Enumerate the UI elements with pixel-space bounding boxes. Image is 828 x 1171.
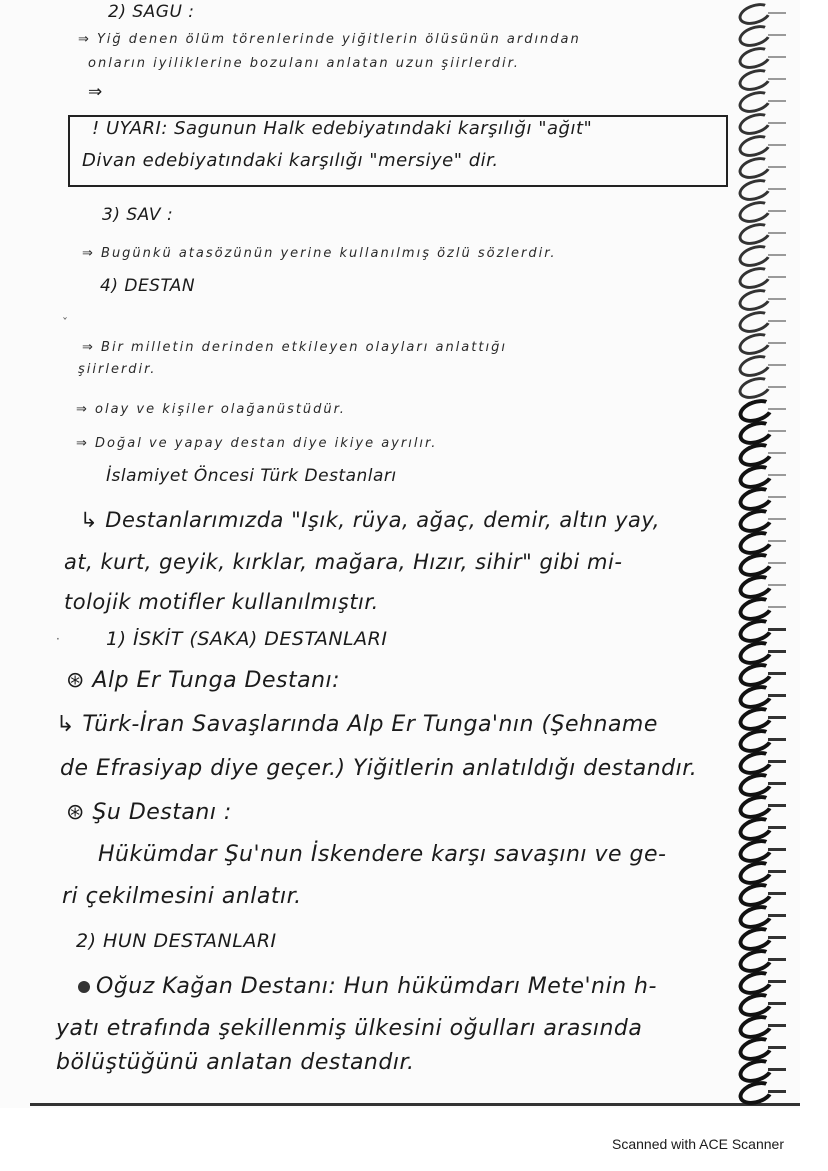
page-edge-mark xyxy=(768,738,786,741)
note-line: ⇒ Doğal ve yapay destan diye ikiye ayrılır. xyxy=(76,436,438,451)
spiral-coil xyxy=(736,307,775,337)
note-line: ⇒ Yiğ denen ölüm törenlerinde yiğitlerin ölüsünün ardından xyxy=(78,32,581,47)
page-edge-mark xyxy=(768,474,786,476)
page-edge-mark xyxy=(768,144,786,146)
page-edge-mark xyxy=(768,320,786,322)
page-edge-mark xyxy=(768,166,786,168)
note-line: ↳ Destanlarımızda "Işık, rüya, ağaç, demir, altın yay, xyxy=(80,508,660,532)
page-edge-mark xyxy=(768,606,786,608)
page-edge-mark xyxy=(768,650,786,653)
page-edge-mark xyxy=(768,936,786,939)
heading-destan: 4) DESTAN xyxy=(100,276,196,296)
page-edge-mark xyxy=(768,188,786,190)
heading-hun: 2) HUN DESTANLARI xyxy=(76,930,277,952)
page-edge-mark xyxy=(768,716,786,719)
page-edge-mark xyxy=(768,122,786,124)
page-edge-mark xyxy=(768,496,786,498)
page-edge-mark xyxy=(768,760,786,763)
note-line: ⇒ olay ve kişiler olağanüstüdür. xyxy=(76,402,346,417)
page-edge-mark xyxy=(768,672,786,675)
page-edge-mark xyxy=(768,804,786,807)
page-edge-mark xyxy=(768,980,786,983)
page-edge-mark xyxy=(768,276,786,278)
page-edge-mark xyxy=(768,408,786,410)
note-line: ⇒ Bugünkü atasözünün yerine kullanılmış özlü sözlerdir. xyxy=(82,246,557,261)
page-edge-mark xyxy=(768,1002,786,1005)
page-edge-mark xyxy=(768,958,786,961)
spiral-coil xyxy=(736,219,775,249)
note-line: şiirlerdir. xyxy=(78,362,157,377)
arrow-icon: ⇒ xyxy=(88,82,103,102)
warning-line-1: ! UYARI: Sagunun Halk edebiyatındaki karşılığı "ağıt" xyxy=(92,118,593,139)
destan-heading: ⊛ Şu Destanı : xyxy=(66,800,232,825)
heading-sagu: 2) SAGU : xyxy=(108,2,195,22)
note-line: yatı etrafında şekillenmiş ülkesini oğulları arasında xyxy=(56,1016,643,1041)
page-edge-mark xyxy=(768,914,786,917)
page-edge-mark xyxy=(768,1046,786,1049)
note-line: ↳ Türk-İran Savaşlarında Alp Er Tunga'nın (Şehname xyxy=(56,712,658,737)
page-edge-mark xyxy=(768,210,786,212)
page-edge-mark xyxy=(768,892,786,895)
page-edge-mark xyxy=(768,430,786,432)
note-line: tolojik motifler kullanılmıştır. xyxy=(64,590,379,614)
stray-mark: ˇ xyxy=(62,316,68,330)
bullet-icon xyxy=(78,981,90,993)
page-edge-mark xyxy=(768,12,786,14)
page-edge-mark xyxy=(768,1090,786,1093)
note-line: ⇒ Bir milletin derinden etkileyen olayları anlattığı xyxy=(82,340,507,355)
page-edge-mark xyxy=(768,56,786,58)
spiral-coil xyxy=(736,329,775,359)
note-line: bölüştüğünü anlatan destandır. xyxy=(56,1050,415,1075)
spiral-coil xyxy=(736,351,775,381)
page-edge-mark xyxy=(768,826,786,829)
page-edge-mark xyxy=(768,694,786,697)
note-line: onların iyiliklerine bozulanı anlatan uzun şiirlerdir. xyxy=(88,56,520,71)
spiral-binding xyxy=(728,0,800,1108)
spiral-coil xyxy=(736,21,775,51)
page-edge-mark xyxy=(768,562,786,564)
spiral-coil xyxy=(736,87,775,117)
warning-line-2: Divan edebiyatındaki karşılığı "mersiye" dir. xyxy=(82,150,499,171)
page-edge-mark xyxy=(768,628,786,631)
page-edge-mark xyxy=(768,34,786,36)
heading-sav: 3) SAV : xyxy=(102,205,174,225)
page-edge-mark xyxy=(768,584,786,586)
page-edge-mark xyxy=(768,342,786,344)
page-edge-mark xyxy=(768,782,786,785)
note-line: Hükümdar Şu'nun İskendere karşı savaşını ve ge- xyxy=(98,842,667,867)
spiral-coil xyxy=(736,373,775,403)
page-edge-mark xyxy=(768,540,786,542)
page-edge-mark xyxy=(768,1068,786,1071)
page-bottom-edge xyxy=(30,1103,800,1106)
spiral-coil xyxy=(736,65,775,95)
page-edge-mark xyxy=(768,848,786,851)
page-edge-mark xyxy=(768,1024,786,1027)
section-title: İslamiyet Öncesi Türk Destanları xyxy=(106,466,397,486)
spiral-coil xyxy=(736,43,775,73)
destan-heading: ⊛ Alp Er Tunga Destanı: xyxy=(66,668,341,693)
spiral-coil xyxy=(736,153,775,183)
note-line xyxy=(78,974,657,999)
destan-heading: Oğuz Kağan Destanı: Hun hükümdarı Mete'nin h- xyxy=(96,974,657,999)
note-line: at, kurt, geyik, kırklar, mağara, Hızır, sihir" gibi mi- xyxy=(64,550,623,574)
spiral-coil xyxy=(736,285,775,315)
page-edge-mark xyxy=(768,386,786,388)
page-edge-mark xyxy=(768,232,786,234)
page-edge-mark xyxy=(768,298,786,300)
spiral-coil xyxy=(736,131,775,161)
page-edge-mark xyxy=(768,364,786,366)
spiral-coil xyxy=(736,109,775,139)
stray-mark: · xyxy=(56,632,60,646)
page-edge-mark xyxy=(768,518,786,520)
scanner-watermark: Scanned with ACE Scanner xyxy=(612,1136,784,1152)
page-edge-mark xyxy=(768,254,786,256)
spiral-coil xyxy=(736,197,775,227)
note-line: ri çekilmesini anlatır. xyxy=(62,884,302,909)
spiral-coil xyxy=(736,175,775,205)
spiral-coil xyxy=(736,263,775,293)
note-line: de Efrasiyap diye geçer.) Yiğitlerin anlatıldığı destandır. xyxy=(60,756,698,781)
page-edge-mark xyxy=(768,870,786,873)
page-edge-mark xyxy=(768,452,786,454)
page-edge-mark xyxy=(768,100,786,102)
page-edge-mark xyxy=(768,78,786,80)
spiral-coil xyxy=(736,241,775,271)
heading-iskit: 1) İSKİT (SAKA) DESTANLARI xyxy=(106,628,388,650)
